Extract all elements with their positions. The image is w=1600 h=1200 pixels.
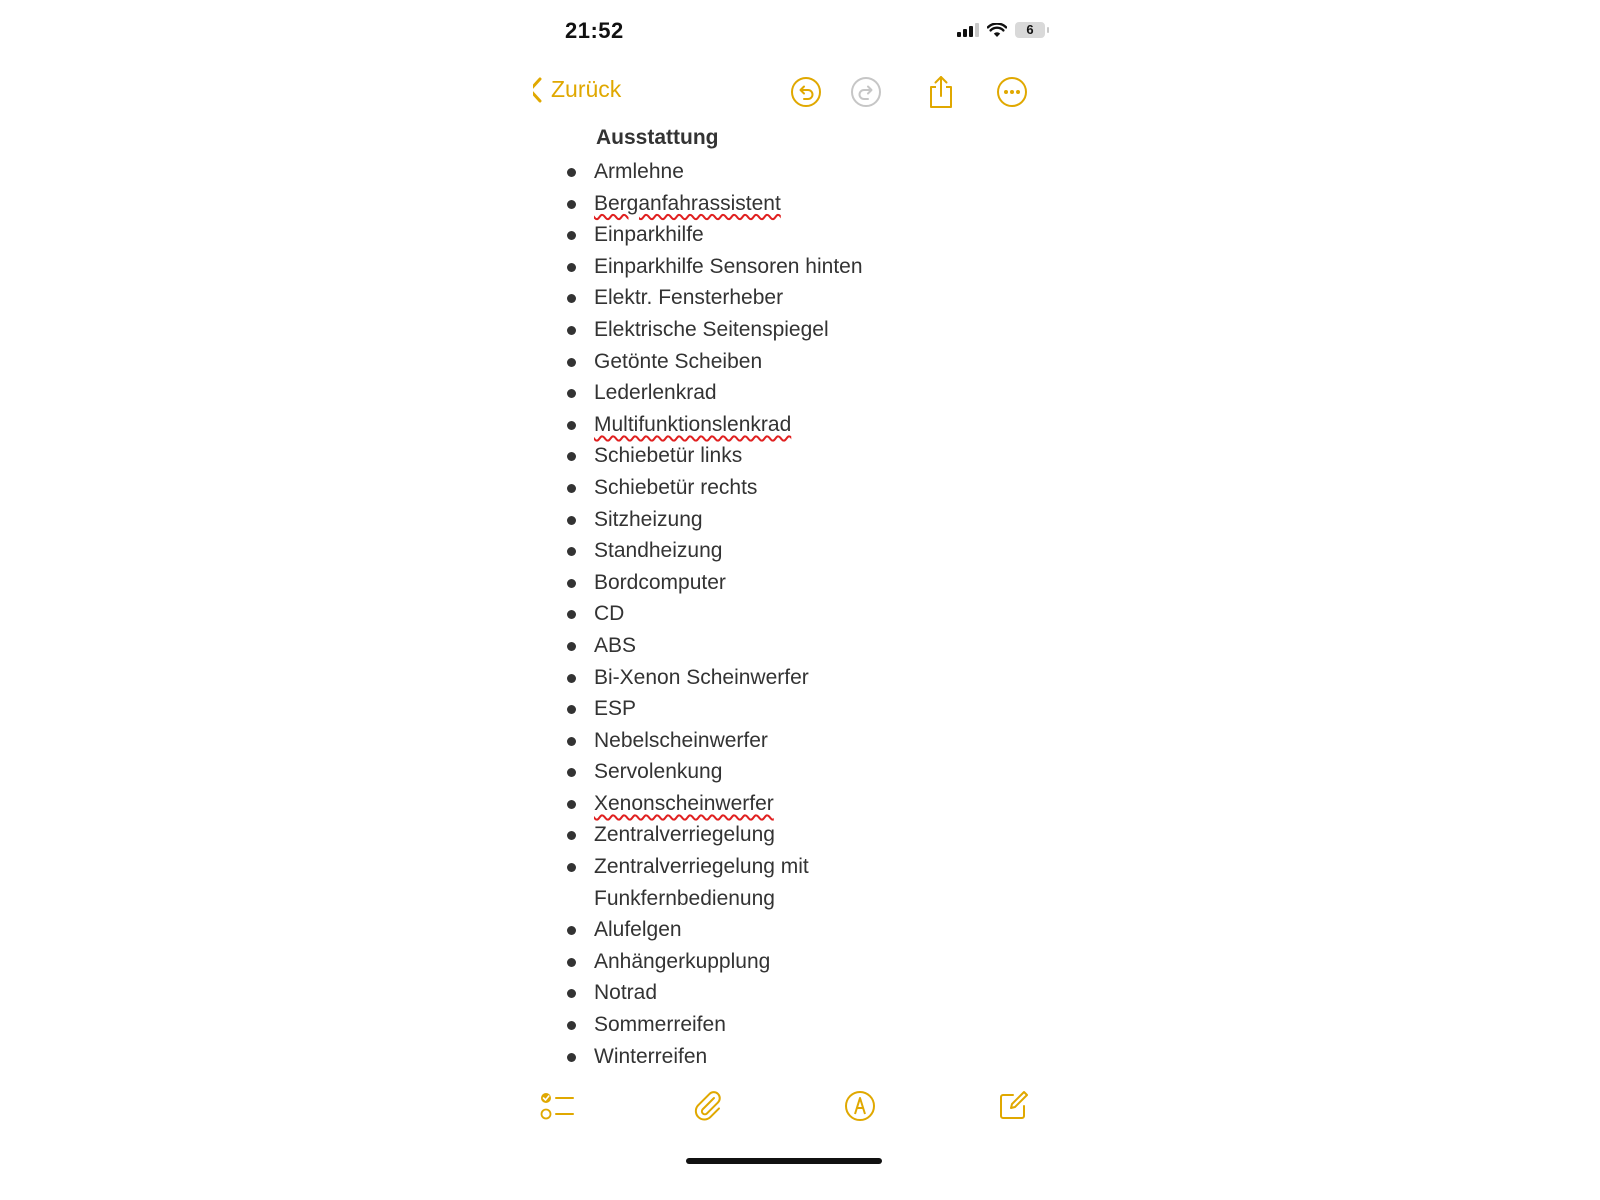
note-heading: Ausstattung <box>596 126 719 149</box>
status-bar <box>533 14 1073 54</box>
list-item <box>533 504 894 536</box>
list-item-text: Nebelscheinwerfer <box>594 728 768 752</box>
bullet-icon <box>567 1021 576 1030</box>
list-item <box>533 282 894 314</box>
bullet-icon <box>567 610 576 619</box>
bullet-icon <box>567 737 576 746</box>
list-item-text: Zentralverriegelung mit Funkfernbedienung <box>594 855 809 910</box>
cellular-signal-icon <box>957 23 979 37</box>
list-item-text: Getönte Scheiben <box>594 349 763 373</box>
list-item <box>533 1041 894 1073</box>
list-item-text: Servolenkung <box>594 760 723 784</box>
list-item-text: Armlehne <box>594 160 684 183</box>
checklist-button[interactable] <box>538 1086 578 1126</box>
list-item-text: Schiebetür rechts <box>594 475 758 499</box>
list-item-text: Schiebetür links <box>594 444 743 468</box>
share-button[interactable] <box>923 74 959 110</box>
list-item-text: Winterreifen <box>594 1044 708 1068</box>
list-item <box>533 788 894 820</box>
bullet-icon <box>567 958 576 967</box>
list-item <box>533 251 894 283</box>
bullet-icon <box>567 1053 576 1062</box>
list-item <box>533 472 894 504</box>
bullet-icon <box>567 421 576 430</box>
bullet-icon <box>567 989 576 998</box>
bullet-icon <box>567 389 576 398</box>
list-item <box>533 346 894 378</box>
list-item-text: Einparkhilfe Sensoren hinten <box>594 254 863 278</box>
bullet-icon <box>567 579 576 588</box>
undo-button[interactable] <box>788 74 824 110</box>
list-item <box>533 377 894 409</box>
list-item <box>533 156 894 188</box>
list-item <box>533 314 894 346</box>
bottom-toolbar <box>533 1086 1073 1126</box>
battery-indicator: 6 <box>1015 22 1045 38</box>
list-item <box>533 409 894 441</box>
bullet-icon <box>567 452 576 461</box>
markup-pen-icon <box>844 1090 876 1122</box>
paperclip-icon <box>692 1089 724 1123</box>
list-item-text: Sitzheizung <box>594 507 703 531</box>
bullet-icon <box>567 263 576 272</box>
bullet-icon <box>567 484 576 493</box>
list-item <box>533 219 894 251</box>
undo-icon <box>790 76 822 108</box>
list-item <box>533 567 894 599</box>
checklist-icon <box>540 1090 576 1122</box>
navigation-bar <box>533 70 1073 114</box>
list-item <box>533 662 894 694</box>
list-item-text: Anhängerkupplung <box>594 949 771 973</box>
notes-app <box>533 0 1073 1200</box>
list-item-text: Elektrische Seitenspiegel <box>594 317 829 341</box>
share-icon <box>926 75 956 109</box>
bullet-icon <box>567 547 576 556</box>
bullet-icon <box>567 863 576 872</box>
attachment-button[interactable] <box>688 1086 728 1126</box>
bullet-icon <box>567 642 576 651</box>
back-label: Zurück <box>551 76 622 102</box>
list-item <box>533 946 894 978</box>
bullet-icon <box>567 705 576 714</box>
list-item-text: Multifunktionslenkrad <box>594 412 792 436</box>
bullet-icon <box>567 231 576 240</box>
list-item-text: Bordcomputer <box>594 570 726 594</box>
list-item <box>533 819 894 851</box>
bullet-icon <box>567 358 576 367</box>
redo-icon <box>850 76 882 108</box>
list-item-text: Alufelgen <box>594 918 682 942</box>
ellipsis-circle-icon <box>996 76 1028 108</box>
list-item-text: Berganfahrassistent <box>594 191 781 215</box>
bullet-icon <box>567 200 576 209</box>
bullet-icon <box>567 326 576 335</box>
bullet-icon <box>567 831 576 840</box>
chevron-left-icon <box>533 77 543 103</box>
bullet-icon <box>567 516 576 525</box>
list-item-text: CD <box>594 602 625 626</box>
list-item-text: Einparkhilfe <box>594 223 704 247</box>
bullet-icon <box>567 294 576 303</box>
list-item <box>533 440 894 472</box>
list-item <box>533 693 894 725</box>
bullet-icon <box>567 168 576 177</box>
list-item <box>533 977 894 1009</box>
equipment-list <box>533 156 894 1072</box>
status-icons <box>957 22 1045 38</box>
more-button[interactable] <box>994 74 1030 110</box>
bullet-icon <box>567 926 576 935</box>
list-item <box>533 851 894 914</box>
list-item-text: Notrad <box>594 981 658 1005</box>
compose-icon <box>997 1090 1029 1122</box>
list-item <box>533 188 894 220</box>
list-item <box>533 725 894 757</box>
status-time: 21:52 <box>565 18 624 43</box>
bullet-icon <box>567 674 576 683</box>
markup-button[interactable] <box>840 1086 880 1126</box>
list-item-text: Xenonscheinwerfer <box>594 791 774 815</box>
list-item <box>533 756 894 788</box>
list-item-text: Bi-Xenon Scheinwerfer <box>594 665 809 689</box>
list-item <box>533 535 894 567</box>
list-item <box>533 598 894 630</box>
bullet-icon <box>567 768 576 777</box>
new-note-button[interactable] <box>993 1086 1033 1126</box>
list-item-text: ESP <box>594 697 637 721</box>
home-indicator[interactable] <box>686 1158 882 1164</box>
list-item <box>533 630 894 662</box>
list-item-text: Lederlenkrad <box>594 381 717 405</box>
list-item-text: Sommerreifen <box>594 1013 726 1037</box>
list-item-text: Zentralverriegelung <box>594 823 775 847</box>
list-item-text: ABS <box>594 633 637 657</box>
back-button[interactable] <box>533 76 621 103</box>
redo-button[interactable] <box>848 74 884 110</box>
list-item <box>533 914 894 946</box>
list-item <box>533 1009 894 1041</box>
list-item-text: Elektr. Fensterheber <box>594 286 784 310</box>
bullet-icon <box>567 800 576 809</box>
list-item-text: Standheizung <box>594 539 723 563</box>
wifi-icon <box>987 23 1007 38</box>
